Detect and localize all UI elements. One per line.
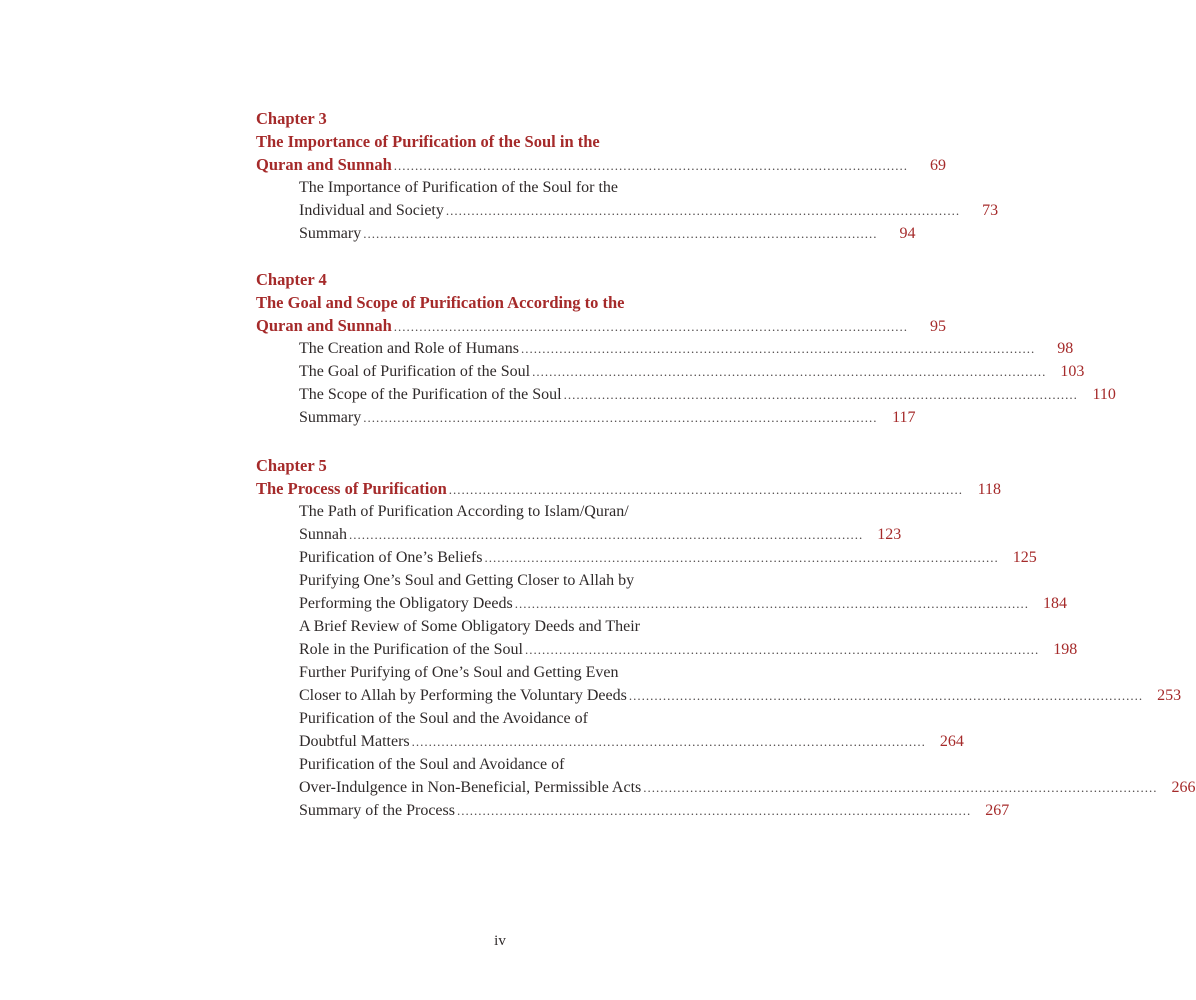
- entry-title-line: Closer to Allah by Performing the Voluntary Deeds: [299, 687, 627, 704]
- entry-title-line: Purifying One’s Soul and Getting Closer to Allah by: [299, 572, 635, 589]
- entry-title-line: A Brief Review of Some Obligatory Deeds and Their: [299, 618, 640, 635]
- entry-title-line: Summary: [299, 225, 362, 242]
- toc-entry[interactable]: [256, 569, 1067, 615]
- toc-entry[interactable]: [256, 546, 1037, 569]
- entry-title-line: The Creation and Role of Humans: [299, 340, 519, 357]
- toc-entry[interactable]: [256, 314, 946, 337]
- page-number: 95: [930, 318, 946, 335]
- dot-leader: .........................................................................................................................: [524, 642, 1040, 657]
- page-number: 266: [1171, 779, 1196, 796]
- dot-leader: .........................................................................................................................: [456, 803, 972, 818]
- page-number: 198: [1053, 641, 1078, 658]
- page-number: 184: [1042, 595, 1067, 612]
- page-number: 117: [892, 409, 916, 426]
- chapter-title-line: Quran and Sunnah: [256, 316, 392, 335]
- entry-title-line: Purification of the Soul and Avoidance of: [299, 756, 565, 773]
- page-number: 94: [899, 225, 916, 242]
- entry-title-line: Further Purifying of One’s Soul and Getting Even: [299, 664, 619, 681]
- chapter-5-section: [256, 454, 1196, 822]
- dot-leader: .........................................................................................................................: [532, 364, 1047, 379]
- toc-entry[interactable]: [256, 500, 902, 546]
- toc-entry[interactable]: [256, 661, 1182, 707]
- entry-title-line: Individual and Society: [299, 202, 444, 219]
- chapter-title-line: The Importance of Purification of the Soul in the: [256, 132, 600, 151]
- page-number: 125: [1012, 549, 1037, 566]
- chapter-title-line: The Goal and Scope of Purification According to the: [256, 293, 625, 312]
- chapter-label: Chapter 4: [256, 270, 327, 289]
- entry-title-line: The Goal of Purification of the Soul: [299, 363, 531, 380]
- toc-entry[interactable]: [256, 153, 946, 176]
- toc-entry[interactable]: [256, 337, 1074, 360]
- chapter-label: Chapter 3: [256, 109, 327, 128]
- chapter-4-section: [256, 268, 1116, 429]
- dot-leader: .........................................................................................................................: [563, 387, 1078, 402]
- page-number: 123: [877, 526, 902, 543]
- page-folio: iv: [494, 933, 506, 949]
- dot-leader: .........................................................................................................................: [393, 158, 908, 173]
- entry-title-line: The Scope of the Purification of the Soul: [299, 386, 562, 403]
- entry-title-line: The Importance of Purification of the Soul for the: [299, 179, 619, 196]
- toc-entry[interactable]: [256, 477, 1002, 500]
- entry-title-line: Purification of One’s Beliefs: [299, 549, 483, 566]
- toc-entry[interactable]: [256, 799, 1010, 822]
- page-number: 253: [1157, 687, 1182, 704]
- dot-leader: .........................................................................................................................: [411, 734, 926, 749]
- dot-leader: .........................................................................................................................: [349, 527, 864, 542]
- entry-title-line: Over-Indulgence in Non-Beneficial, Permissible Acts: [299, 779, 642, 796]
- toc-entry[interactable]: [256, 406, 916, 429]
- dot-leader: .........................................................................................................................: [643, 780, 1158, 795]
- page-number: 264: [939, 733, 964, 750]
- page-number: 267: [985, 802, 1010, 819]
- chapter-title-line: The Process of Purification: [256, 479, 447, 498]
- chapter-title-line: Quran and Sunnah: [256, 155, 392, 174]
- dot-leader: .........................................................................................................................: [628, 688, 1144, 703]
- toc-entry[interactable]: [256, 707, 964, 753]
- entry-title-line: Summary: [299, 409, 362, 426]
- page-number: 118: [977, 481, 1002, 498]
- toc-entry[interactable]: [256, 753, 1196, 799]
- page-number: 98: [1057, 340, 1074, 357]
- dot-leader: .........................................................................................................................: [445, 203, 961, 218]
- dot-leader: .........................................................................................................................: [484, 550, 999, 565]
- entry-title-line: Performing the Obligatory Deeds: [299, 595, 513, 612]
- dot-leader: .........................................................................................................................: [393, 319, 908, 334]
- entry-title-line: Doubtful Matters: [299, 733, 410, 750]
- toc-entry[interactable]: [256, 615, 1078, 661]
- entry-title-line: Purification of the Soul and the Avoidance of: [299, 710, 588, 727]
- entry-title-line: Sunnah: [299, 526, 347, 543]
- page-number: 73: [982, 202, 999, 219]
- toc-entry[interactable]: [256, 222, 916, 245]
- dot-leader: .........................................................................................................................: [520, 341, 1036, 356]
- dot-leader: .........................................................................................................................: [448, 482, 964, 497]
- toc-entry[interactable]: [256, 383, 1116, 406]
- entry-title-line: The Path of Purification According to Islam/Quran/: [299, 503, 629, 520]
- page-number: 103: [1060, 363, 1085, 380]
- dot-leader: .........................................................................................................................: [363, 410, 878, 425]
- dot-leader: .........................................................................................................................: [514, 596, 1029, 611]
- toc-entry[interactable]: [256, 176, 999, 222]
- toc-entry[interactable]: [256, 360, 1085, 383]
- chapter-3-section: [256, 107, 999, 245]
- entry-title-line: Summary of the Process: [299, 802, 455, 819]
- dot-leader: .........................................................................................................................: [363, 226, 878, 241]
- chapter-label: Chapter 5: [256, 456, 327, 475]
- page-number: 69: [930, 157, 946, 174]
- entry-title-line: Role in the Purification of the Soul: [299, 641, 523, 658]
- page-number: 110: [1092, 386, 1116, 403]
